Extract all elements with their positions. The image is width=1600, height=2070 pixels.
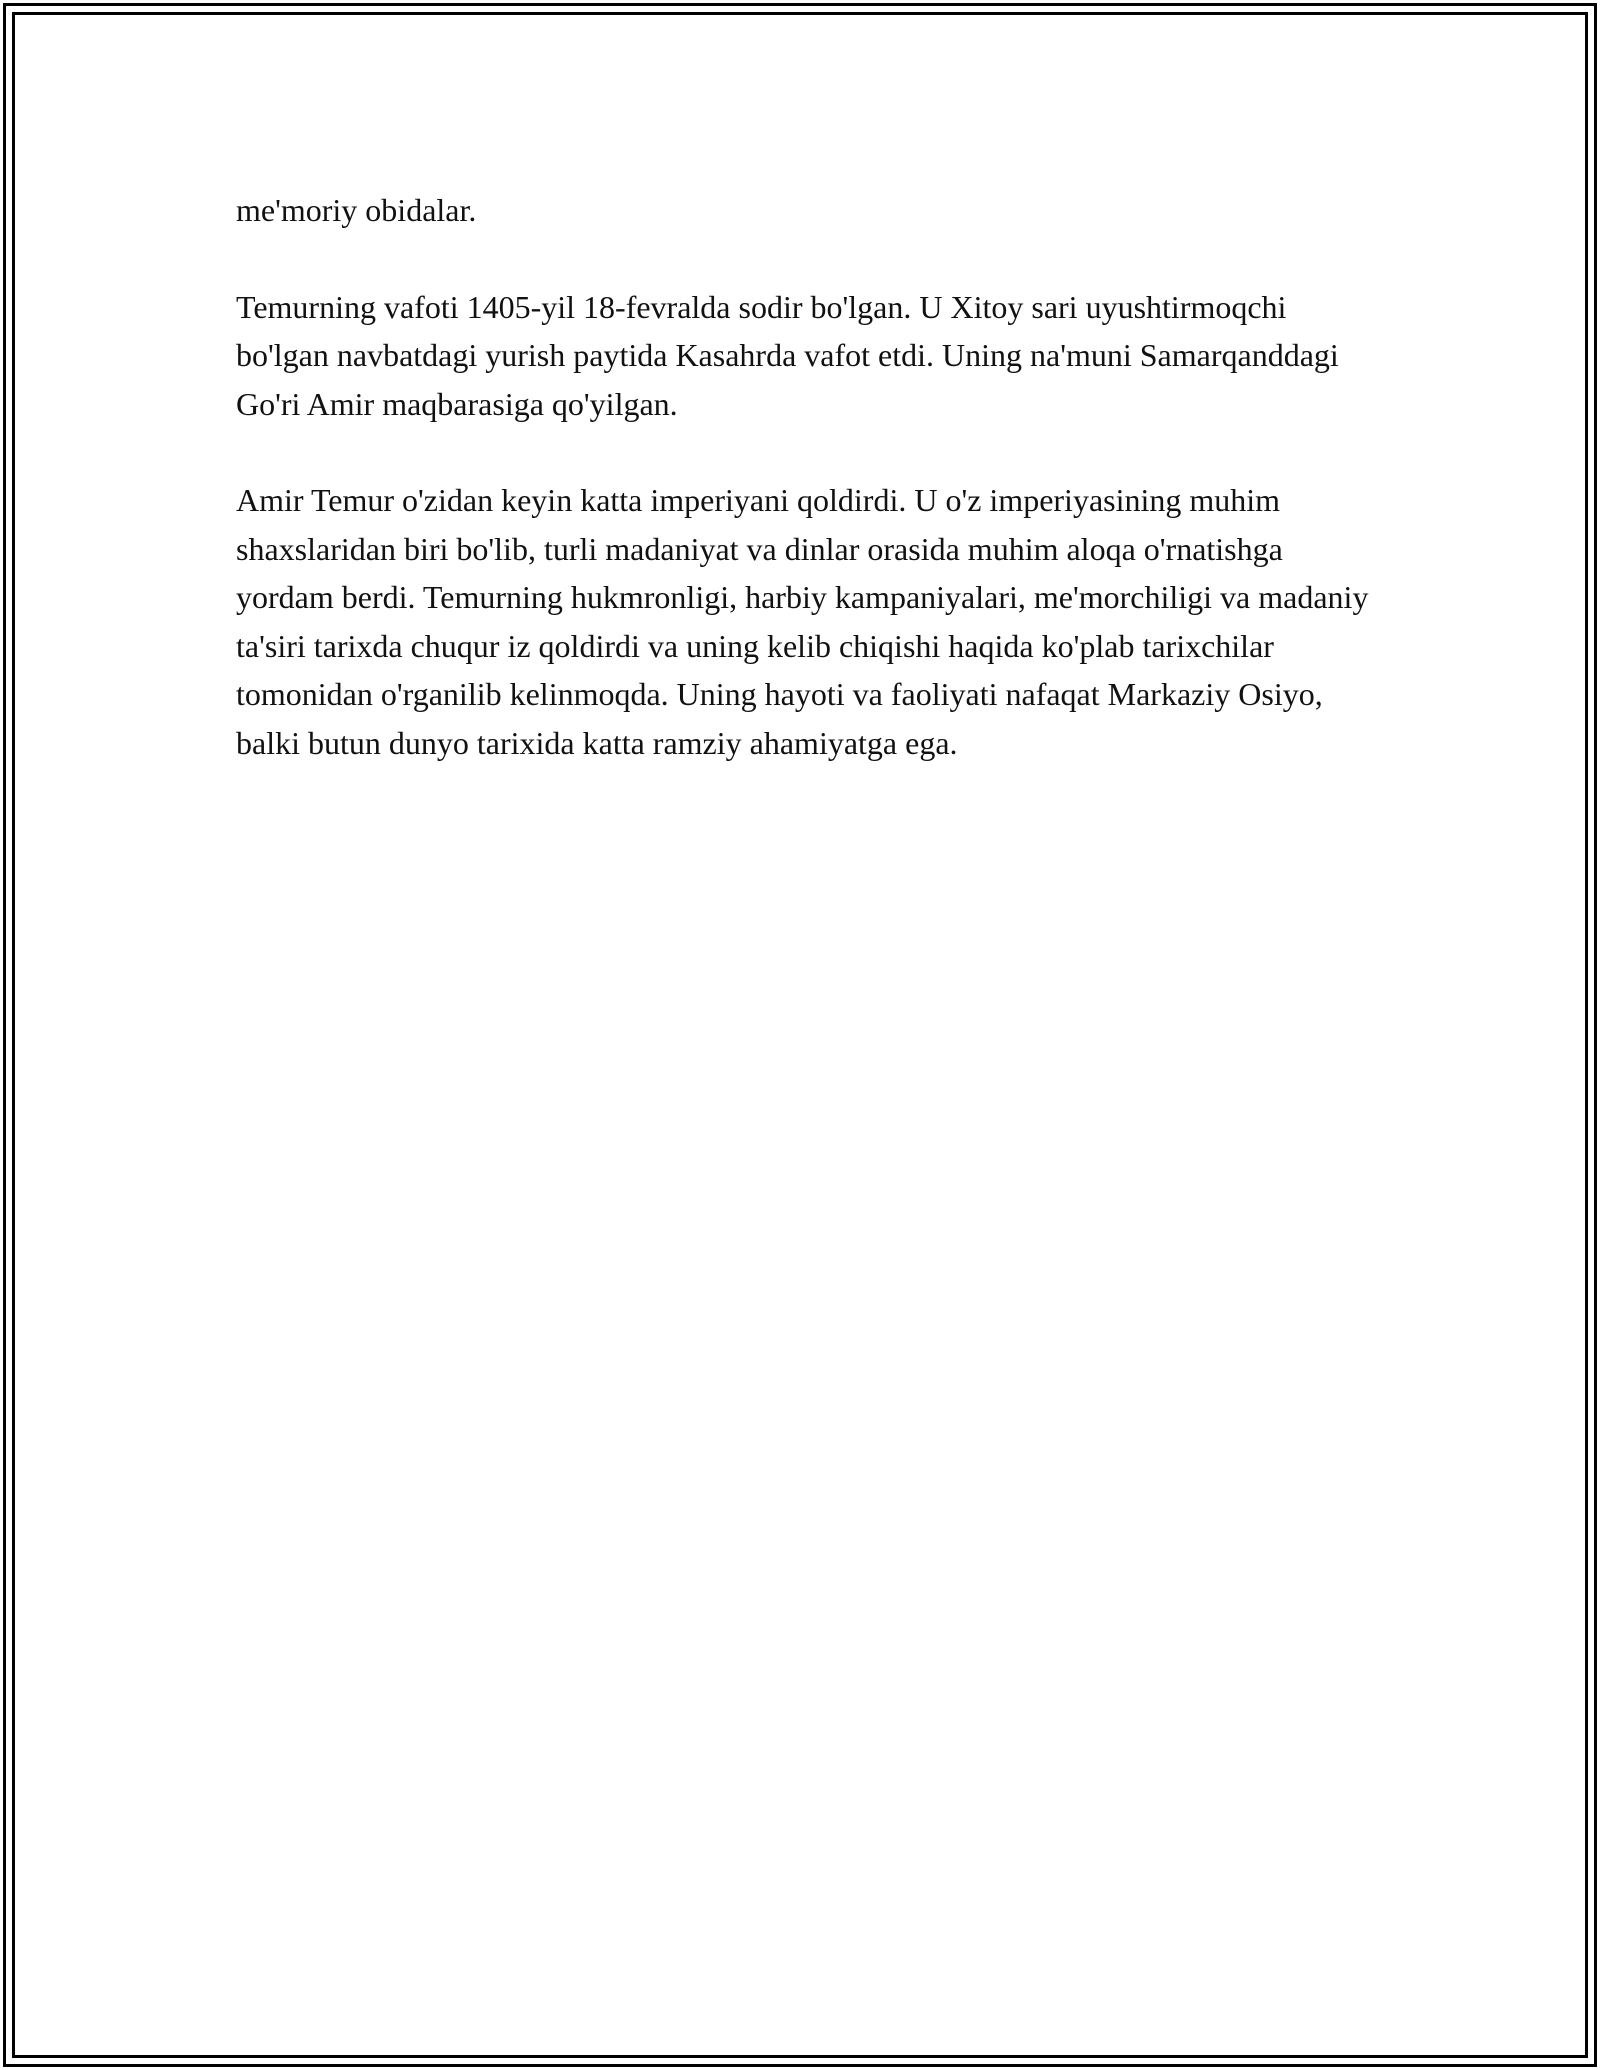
paragraph-legacy: Amir Temur o'zidan keyin katta imperiyani qoldirdi. U o'z imperiyasining muhim shaxslaridan biri bo'lib, turli madaniyat va dinlar orasida muhim aloqa o'rnatishga yordam berdi. Temurning hukmronligi, harbiy kampaniyalari, me'morchiligi va madaniy ta'siri tarixda chuqur iz qoldirdi va uning kelib chiqishi haqida ko'plab tarixchilar tomonidan o'rganilib kelinmoqda. Uning hayoti va faoliyati nafaqat Markaziy Osiyo, balki butun dunyo tarixida katta ramziy ahamiyatga ega. [236, 482, 1369, 761]
paragraph-continuation: me'moriy obidalar. [236, 192, 477, 228]
paragraph-death: Temurning vafoti 1405-yil 18-fevralda sodir bo'lgan. U Xitoy sari uyushtirmoqchi bo'lgan navbatdagi yurish paytida Kasahrda vafot etdi. Uning na'muni Samarqanddagi Go'ri Amir maqbarasiga qo'yilgan. [236, 288, 1339, 422]
document-body [236, 186, 1376, 815]
